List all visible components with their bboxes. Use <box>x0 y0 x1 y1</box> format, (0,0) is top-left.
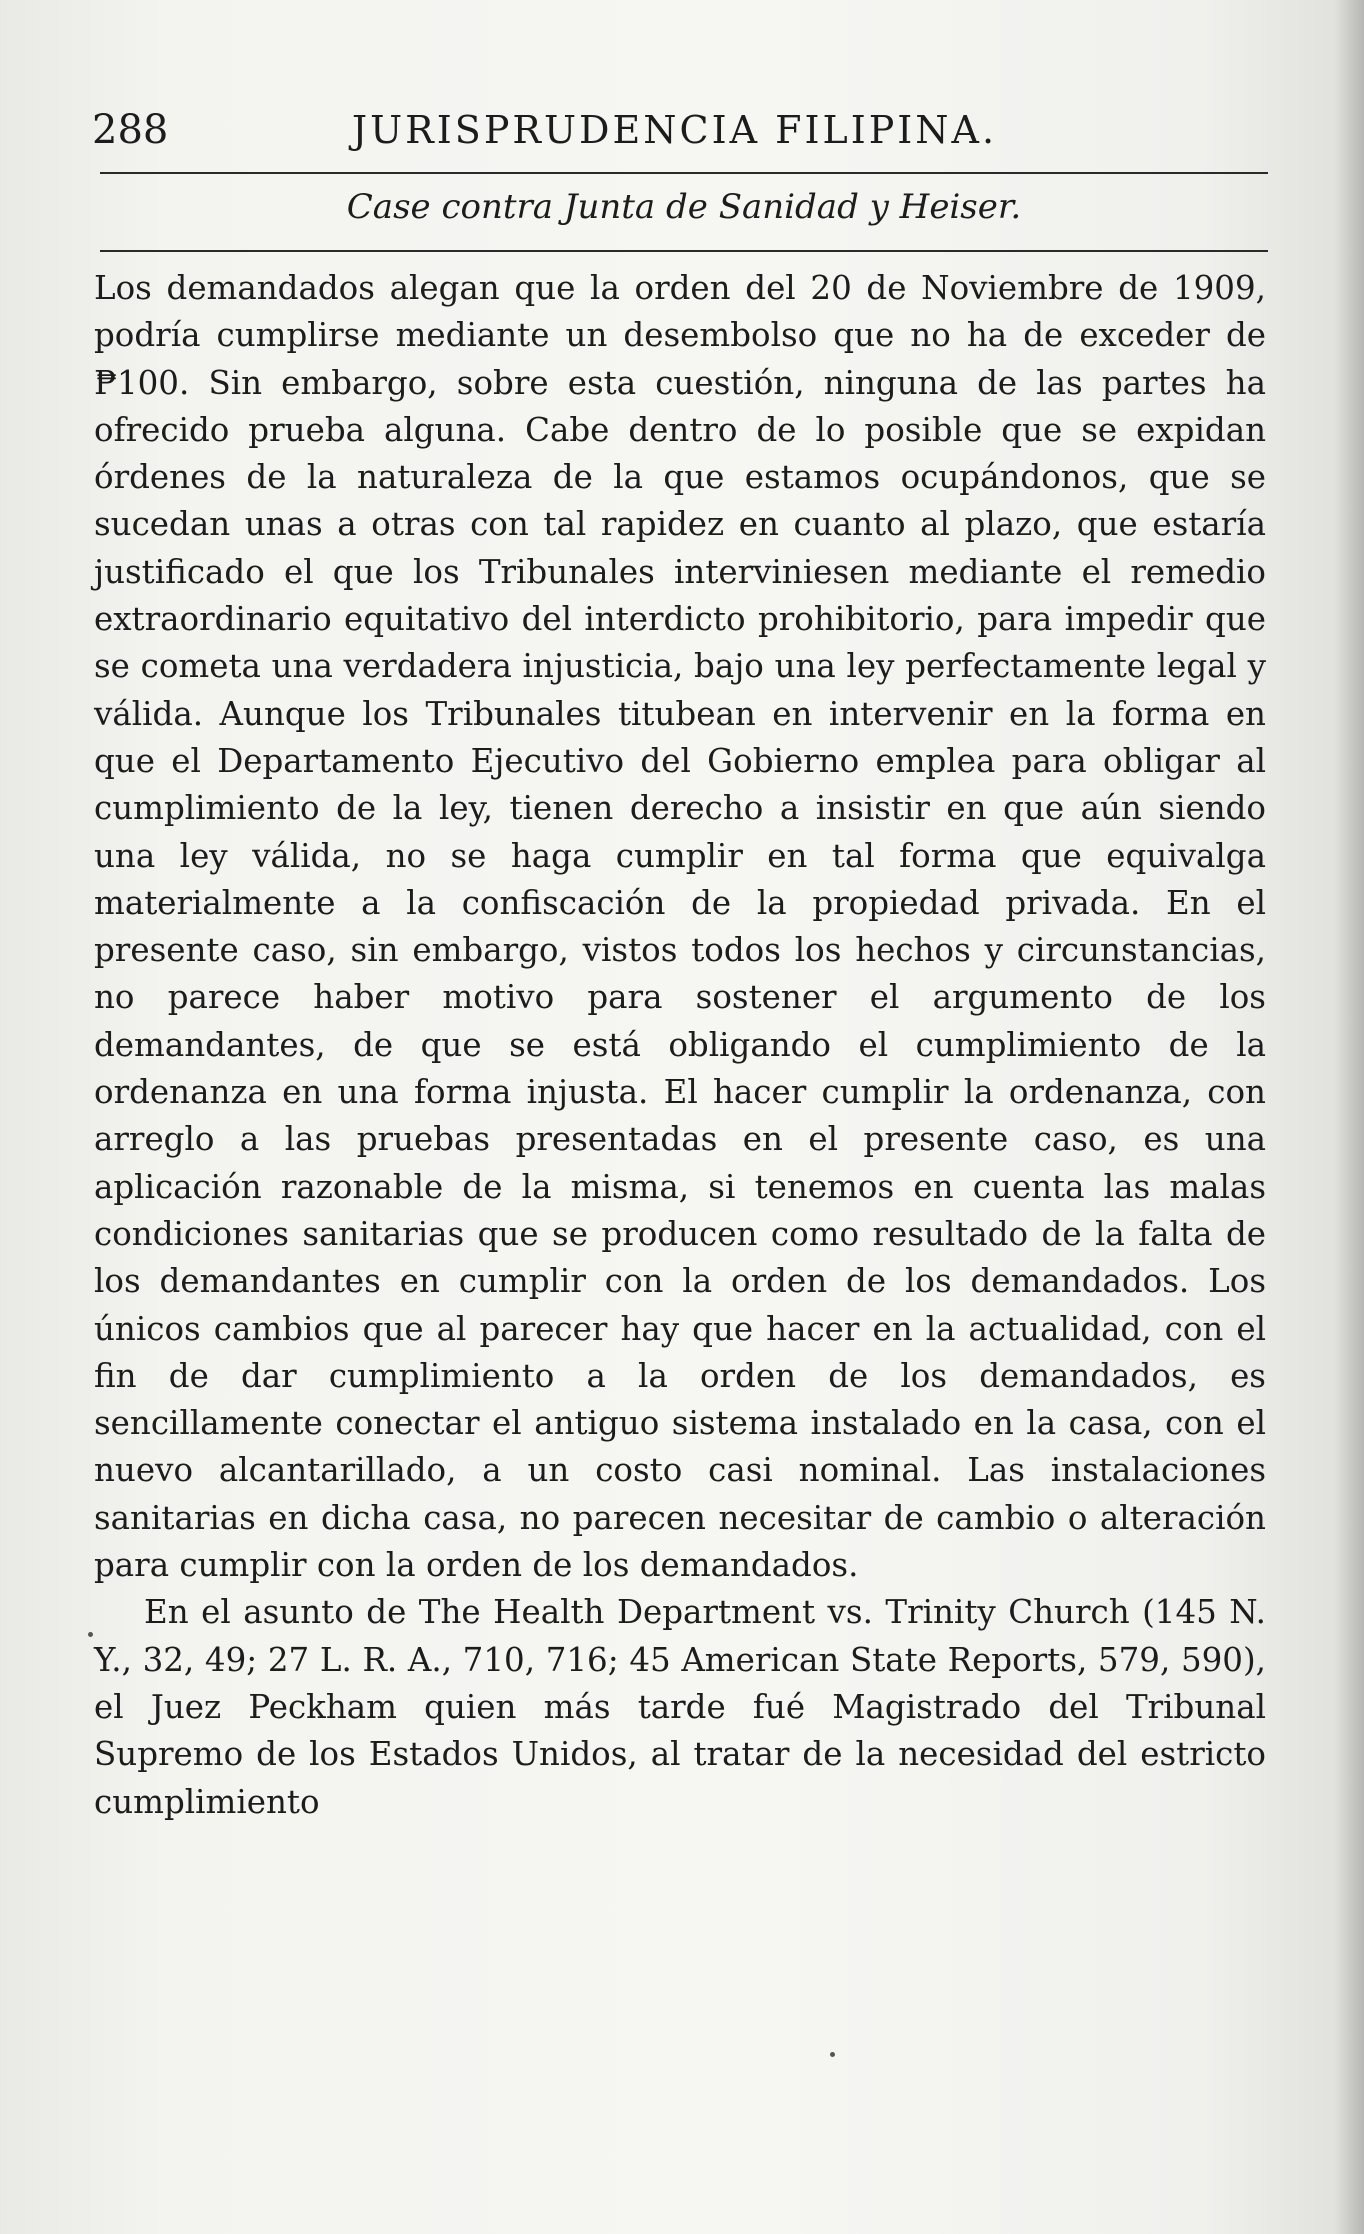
body-text <box>94 265 1266 1826</box>
running-title: JURISPRUDENCIA FILIPINA. <box>351 108 998 152</box>
page-edge-shadow <box>1334 0 1364 2234</box>
page-header <box>92 100 1257 160</box>
print-speck <box>830 2052 835 2057</box>
paragraph-2: En el asunto de The Health Department vs. Trinity Church (145 N. Y., 32, 49; 27 L. R. A., 710, 716; 45 American State Reports, 579, 590), el Juez Peckham quien más tarde fué Magistrado del Tribunal Supremo de los Estados Unidos, al tratar de la necesidad del estricto cumplimiento <box>94 1593 1266 1821</box>
case-title: Case contra Junta de Sanidad y Heiser. <box>346 187 1022 227</box>
header-rule-bottom <box>100 250 1268 252</box>
paragraph-1: Los demandados alegan que la orden del 20 de Noviembre de 1909, podría cumplirse mediante un desembolso que no ha de exceder de ₱100. Sin embargo, sobre esta cuestión, ninguna de las partes ha ofrecido prueba alguna. Cabe dentro de lo posible que se expidan órdenes de la naturaleza de la que estamos ocupándonos, que se sucedan unas a otras con tal rapidez en cuanto al plazo, que estaría justificado el que los Tribunales interviniesen mediante el remedio extraordinario equitativo del interdicto prohibitorio, para impedir que se cometa una verdadera injusticia, bajo una ley perfectamente legal y válida. Aunque los Tribunales titubean en intervenir en la forma en que el Departamento Ejecutivo del Gobierno emplea para obligar al cumplimiento de la ley, tienen derecho a insistir en que aún siendo una ley válida, no se haga cumplir en tal forma que equivalga materialmente a la confiscación de la propiedad privada. En el presente caso, sin embargo, vistos todos los hechos y circunstancias, no parece haber motivo para sostener el argumento de los demandantes, de que se está obligando el cumplimiento de la ordenanza en una forma injusta. El hacer cumplir la ordenanza, con arreglo a las pruebas presentadas en el presente caso, es una aplicación razonable de la misma, si tenemos en cuenta las malas condiciones sanitarias que se producen como resultado de la falta de los demandantes en cumplir con la orden de los demandados. Los únicos cambios que al parecer hay que hacer en la actualidad, con el fin de dar cumplimiento a la orden de los demandados, es sencillamente conectar el antiguo sistema instalado en la casa, con el nuevo alcantarillado, a un costo casi nominal. Las instalaciones sanitarias en dicha casa, no parecen necesitar de cambio o alteración para cumplir con la orden de los demandados. <box>94 269 1266 1585</box>
header-rule-top <box>100 172 1268 174</box>
print-speck <box>88 1632 93 1637</box>
page-number: 288 <box>92 107 169 153</box>
